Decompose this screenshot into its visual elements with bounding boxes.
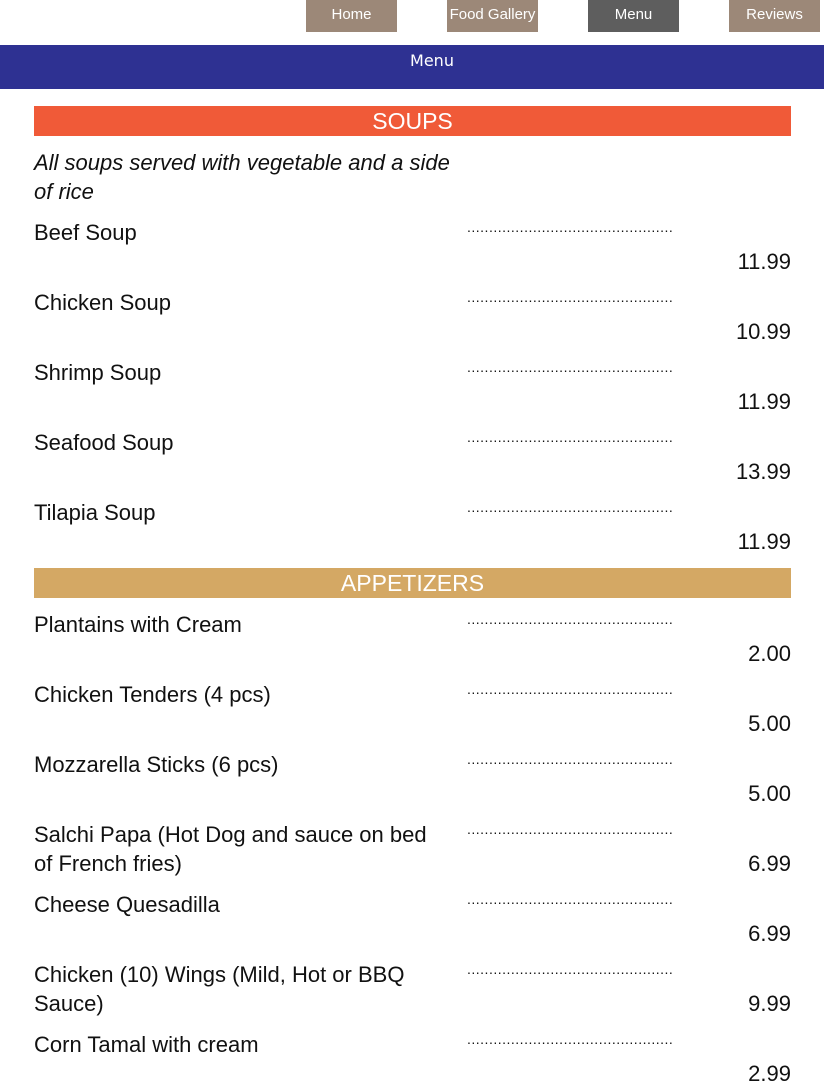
item-price: 6.99 [748, 851, 791, 876]
soups-note: All soups served with vegetable and a side of rice [34, 150, 450, 204]
nav-menu-button[interactable]: Menu [588, 0, 679, 32]
item-name: Salchi Papa (Hot Dog and sauce on bed of French fries) [34, 822, 427, 876]
item-price: 10.99 [735, 319, 791, 344]
dot-leader: ............................................... [467, 219, 674, 235]
item-name: Chicken Soup [34, 290, 171, 315]
soups-section-header: SOUPS [34, 106, 791, 136]
dot-leader: ............................................... [467, 611, 674, 627]
item-price: 2.99 [748, 1061, 791, 1086]
item-price: 6.99 [748, 921, 791, 946]
appetizers-section-header: APPETIZERS [34, 568, 791, 598]
dot-leader: ............................................... [467, 751, 674, 767]
item-price: 13.99 [735, 459, 791, 484]
dot-leader: ............................................... [467, 359, 674, 375]
item-name: Tilapia Soup [34, 500, 156, 525]
dot-leader: ............................................... [467, 499, 674, 515]
item-price: 11.99 [737, 529, 791, 554]
item-price: 11.99 [737, 249, 791, 274]
item-price: 2.00 [748, 641, 791, 666]
item-name: Mozzarella Sticks (6 pcs) [34, 752, 279, 777]
top-navigation [0, 0, 824, 45]
item-price: 5.00 [748, 711, 791, 736]
item-name: Plantains with Cream [34, 612, 242, 637]
item-name: Seafood Soup [34, 430, 174, 455]
nav-reviews-button[interactable]: Reviews [729, 0, 820, 32]
item-name: Beef Soup [34, 220, 137, 245]
dot-leader: ............................................... [467, 961, 674, 977]
nav-home-button[interactable]: Home [306, 0, 397, 32]
item-name: Chicken Tenders (4 pcs) [34, 682, 271, 707]
dot-leader: ............................................... [467, 289, 674, 305]
dot-leader: ............................................... [467, 681, 674, 697]
nav-food-gallery-button[interactable]: Food Gallery [447, 0, 538, 32]
item-price: 5.00 [748, 781, 791, 806]
item-name: Corn Tamal with cream [34, 1032, 259, 1057]
dot-leader: ............................................... [467, 429, 674, 445]
item-name: Shrimp Soup [34, 360, 162, 385]
page-title-banner: Menu [0, 45, 824, 89]
dot-leader: ............................................... [467, 1031, 674, 1047]
item-name: Chicken (10) Wings (Mild, Hot or BBQ Sauce) [34, 962, 405, 1016]
item-price: 11.99 [737, 389, 791, 414]
dot-leader: ............................................... [467, 821, 674, 837]
dot-leader: ............................................... [467, 891, 674, 907]
item-name: Cheese Quesadilla [34, 892, 220, 917]
item-price: 9.99 [748, 991, 791, 1016]
